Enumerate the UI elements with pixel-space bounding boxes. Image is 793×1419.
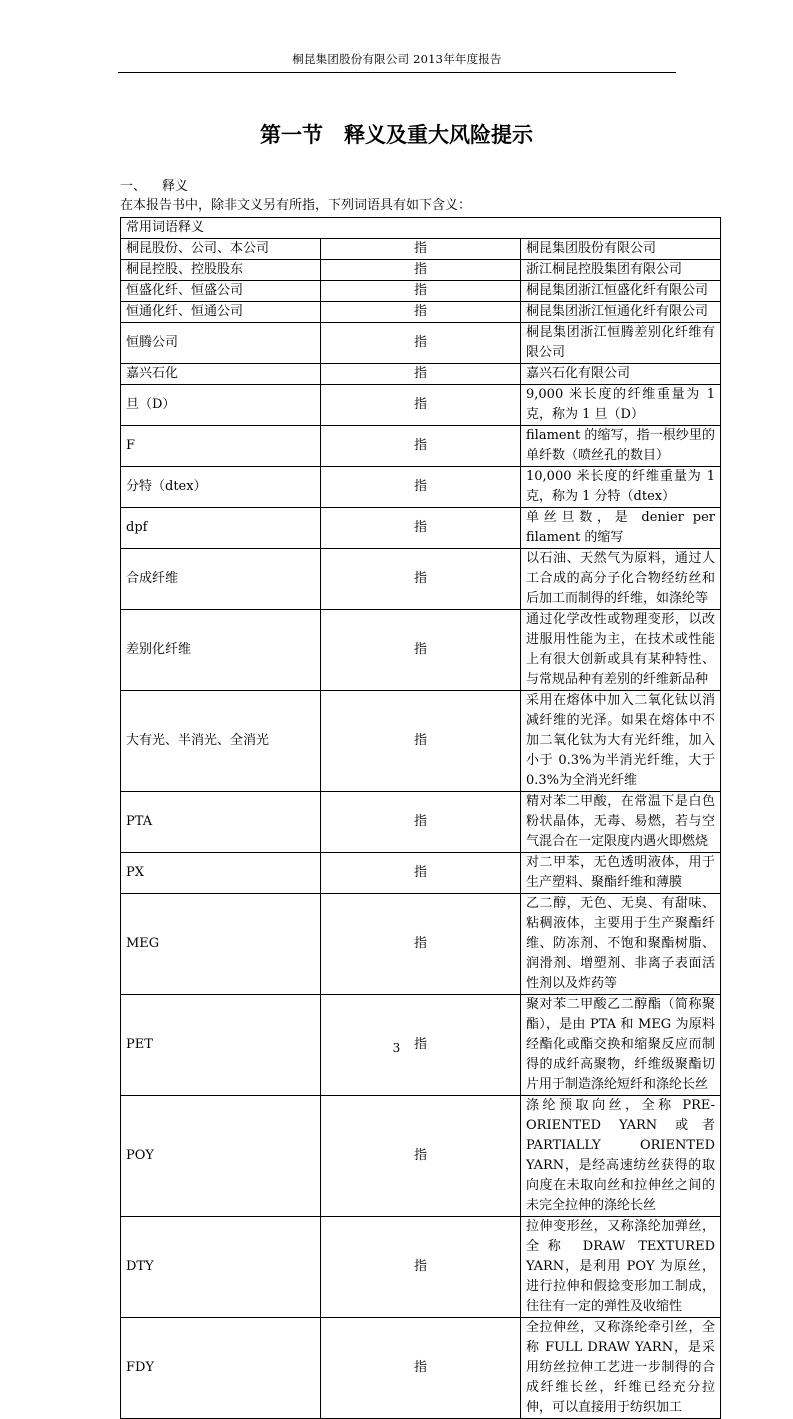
term-cell: 桐昆股份、公司、本公司 (121, 239, 321, 260)
term-cell: FDY (121, 1318, 321, 1419)
zhi-cell: 指 (321, 995, 521, 1096)
zhi-cell: 指 (321, 260, 521, 281)
term-cell: 大有光、半消光、全消光 (121, 691, 321, 792)
definition-cell: 全拉伸丝，又称涤纶牵引丝，全称 FULL DRAW YARN，是采用纺丝拉伸工艺进一步制得的合成纤维长丝，纤维已经充分拉伸，可以直接用于纺织加工 (521, 1318, 721, 1419)
zhi-cell: 指 (321, 426, 521, 467)
table-row (121, 323, 721, 364)
table-row (121, 426, 721, 467)
definition-cell: 聚对苯二甲酸乙二醇酯（简称聚酯），是由 PTA 和 MEG 为原料经酯化或酯交换和缩聚反应而制得的成纤高聚物，纤维级聚酯切片用于制造涤纶短纤和涤纶长丝 (521, 995, 721, 1096)
term-cell: 恒通化纤、恒通公司 (121, 302, 321, 323)
intro-text: 在本报告书中，除非文义另有所指，下列词语具有如下含义： (120, 198, 472, 213)
term-cell: F (121, 426, 321, 467)
table-row (121, 260, 721, 281)
zhi-cell: 指 (321, 239, 521, 260)
glossary-table (120, 217, 721, 1419)
definition-cell: 以石油、天然气为原料，通过人工合成的高分子化合物经纺丝和后加工而制得的纤维，如涤纶等 (521, 549, 721, 610)
zhi-cell: 指 (321, 364, 521, 385)
definition-cell: 桐昆集团浙江恒通化纤有限公司 (521, 302, 721, 323)
table-row (121, 691, 721, 792)
page-title: 第一节 释义及重大风险提示 (260, 123, 533, 147)
definition-cell: 精对苯二甲酸，在常温下是白色粉状晶体，无毒、易燃，若与空气混合在一定限度内遇火即燃烧 (521, 792, 721, 853)
definition-cell: 单丝旦数，是 denier per filament 的缩写 (521, 508, 721, 549)
table-header-row (121, 218, 721, 239)
definition-cell: filament 的缩写，指一根纱里的单纤数（喷丝孔的数目） (521, 426, 721, 467)
definition-cell: 涤纶预取向丝，全称 PRE-ORIENTED YARN 或者 PARTIALLY ORIENTED YARN，是经高速纺丝获得的取向度在未取向丝和拉伸丝之间的未完全拉伸的涤纶长丝 (521, 1096, 721, 1217)
zhi-cell: 指 (321, 1318, 521, 1419)
zhi-cell: 指 (321, 610, 521, 691)
term-cell: 嘉兴石化 (121, 364, 321, 385)
term-cell: 桐昆控股、控股股东 (121, 260, 321, 281)
zhi-cell: 指 (321, 1217, 521, 1318)
zhi-cell: 指 (321, 549, 521, 610)
definition-cell: 嘉兴石化有限公司 (521, 364, 721, 385)
definition-cell: 拉伸变形丝，又称涤纶加弹丝，全称 DRAW TEXTURED YARN，是利用 POY 为原丝，进行拉伸和假捻变形加工制成，往往有一定的弹性及收缩性 (521, 1217, 721, 1318)
definition-cell: 采用在熔体中加入二氧化钛以消减纤维的光泽。如果在熔体中不加二氧化钛为大有光纤维，加入小于 0.3%为半消光纤维，大于 0.3%为全消光纤维 (521, 691, 721, 792)
zhi-cell: 指 (321, 467, 521, 508)
zhi-cell: 指 (321, 853, 521, 894)
table-row (121, 610, 721, 691)
zhi-cell: 指 (321, 323, 521, 364)
table-header: 常用词语释义 (121, 218, 721, 239)
zhi-cell: 指 (321, 894, 521, 995)
term-cell: PET (121, 995, 321, 1096)
zhi-cell: 指 (321, 691, 521, 792)
definition-cell: 桐昆集团浙江恒盛化纤有限公司 (521, 281, 721, 302)
section-number: 一、 (120, 179, 147, 194)
table-row (121, 281, 721, 302)
table-row (121, 385, 721, 426)
zhi-cell: 指 (321, 302, 521, 323)
term-cell: PX (121, 853, 321, 894)
table-row (121, 549, 721, 610)
zhi-cell: 指 (321, 1096, 521, 1217)
definition-cell: 对二甲苯，无色透明液体，用于生产塑料、聚酯纤维和薄膜 (521, 853, 721, 894)
definition-cell: 浙江桐昆控股集团有限公司 (521, 260, 721, 281)
zhi-cell: 指 (321, 792, 521, 853)
term-cell: dpf (121, 508, 321, 549)
term-cell: DTY (121, 1217, 321, 1318)
term-cell: PTA (121, 792, 321, 853)
definition-cell: 通过化学改性或物理变形，以改进服用性能为主，在技术或性能上有很大创新或具有某种特性、与常规品种有差别的纤维新品种 (521, 610, 721, 691)
term-cell: 旦（D） (121, 385, 321, 426)
table-row (121, 1217, 721, 1318)
zhi-cell: 指 (321, 508, 521, 549)
term-cell: 恒腾公司 (121, 323, 321, 364)
zhi-cell: 指 (321, 385, 521, 426)
page-number: 3 (392, 1041, 401, 1055)
table-row (121, 364, 721, 385)
table-row (121, 894, 721, 995)
table-row (121, 1096, 721, 1217)
term-cell: 恒盛化纤、恒盛公司 (121, 281, 321, 302)
definition-cell: 桐昆集团股份有限公司 (521, 239, 721, 260)
definition-cell: 10,000 米长度的纤维重量为 1 克，称为 1 分特（dtex） (521, 467, 721, 508)
definition-cell: 乙二醇，无色、无臭、有甜味、粘稠液体，主要用于生产聚酯纤维、防冻剂、不饱和聚酯树脂、润滑剂、增塑剂、非离子表面活性剂以及炸药等 (521, 894, 721, 995)
section-heading (120, 178, 188, 196)
term-cell: 合成纤维 (121, 549, 321, 610)
table-row (121, 239, 721, 260)
table-row (121, 792, 721, 853)
table-row (121, 508, 721, 549)
definition-cell: 9,000 米长度的纤维重量为 1 克，称为 1 旦（D） (521, 385, 721, 426)
definition-cell: 桐昆集团浙江恒腾差别化纤维有限公司 (521, 323, 721, 364)
table-row (121, 1318, 721, 1419)
section-label: 释义 (162, 179, 189, 194)
table-row (121, 302, 721, 323)
term-cell: MEG (121, 894, 321, 995)
table-row (121, 467, 721, 508)
term-cell: POY (121, 1096, 321, 1217)
header-rule (118, 72, 676, 73)
term-cell: 分特（dtex） (121, 467, 321, 508)
zhi-cell: 指 (321, 281, 521, 302)
term-cell: 差别化纤维 (121, 610, 321, 691)
running-header: 桐昆集团股份有限公司 2013年年度报告 (292, 52, 502, 66)
table-row (121, 853, 721, 894)
